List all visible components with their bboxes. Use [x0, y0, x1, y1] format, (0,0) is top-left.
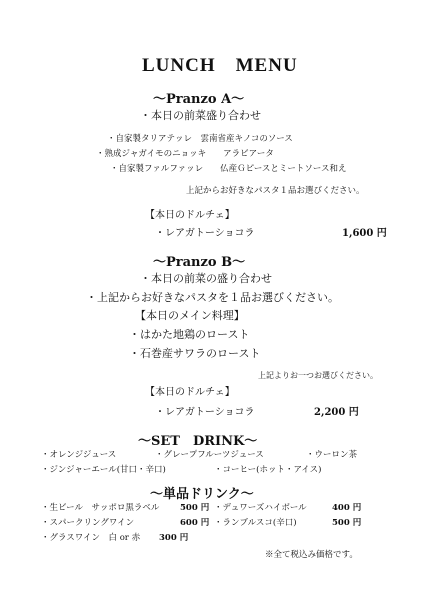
- set-drink-heading: ～SET DRINK～: [138, 434, 258, 449]
- single-drink-beer-price: 500 円: [180, 503, 210, 513]
- pranzo-a-dolce: ・レアガトーショコラ: [155, 228, 255, 239]
- set-drink-item-oolong: ・ウーロン茶: [306, 450, 358, 460]
- set-drink-item-coffee: ・コーヒー(ホット・アイス): [214, 465, 322, 475]
- pranzo-b-main-label: 【本日のメイン料理】: [135, 309, 245, 322]
- pranzo-a-pasta-3: ・自家製ファルファッレ 仏産Ｇピースとミートソース和え: [110, 164, 347, 174]
- single-drink-beer: ・生ビール サッポロ黒ラベル: [41, 503, 160, 513]
- pranzo-a-dolce-label: 【本日のドルチェ】: [145, 210, 235, 221]
- pranzo-b-appetizer: ・本日の前菜の盛り合わせ: [140, 272, 272, 285]
- pranzo-b-pasta: ・上記からお好きなパスタを１品お選びください。: [86, 291, 339, 304]
- single-drink-sparkling: ・スパークリングワイン: [41, 518, 135, 528]
- pranzo-b-dolce: ・レアガトーショコラ: [155, 407, 255, 418]
- pranzo-a-pasta-1: ・自家製タリアテッレ 雲南省産キノコのソース: [107, 134, 293, 144]
- tax-note: ※全て税込み価格です。: [265, 550, 358, 560]
- pranzo-b-main-2: ・石巻産サワラのロースト: [129, 347, 261, 360]
- menu-title: LUNCH MENU: [142, 55, 298, 76]
- single-drink-glass-wine: ・グラスワイン 白 or 赤: [41, 533, 141, 543]
- set-drink-item-ginger-ale: ・ジンジャーエール(甘口・辛口): [41, 465, 166, 475]
- single-drink-lambrusco-price: 500 円: [332, 518, 362, 528]
- pranzo-b-main-1: ・はかた地鶏のロースト: [129, 328, 250, 341]
- pranzo-b-main-note: 上記よりお一つお選びください。: [258, 371, 378, 380]
- pranzo-a-price: 1,600 円: [342, 228, 387, 239]
- single-drink-highball-price: 400 円: [332, 503, 362, 513]
- single-drink-sparkling-price: 600 円: [180, 518, 210, 528]
- pranzo-b-price: 2,200 円: [314, 407, 359, 418]
- pranzo-b-heading: ～Pranzo B～: [153, 255, 246, 270]
- single-drink-glass-wine-price: 300 円: [159, 533, 189, 543]
- set-drink-item-orange: ・オレンジジュース: [41, 450, 117, 460]
- pranzo-a-heading: ～Pranzo A～: [153, 92, 245, 107]
- single-drink-highball: ・デュワーズハイボール: [214, 503, 307, 513]
- single-drink-lambrusco: ・ランブルスコ(辛口): [214, 518, 297, 528]
- pranzo-b-dolce-label: 【本日のドルチェ】: [145, 387, 235, 398]
- pranzo-a-pasta-note: 上記からお好きなパスタ１品お選びください。: [186, 186, 365, 196]
- set-drink-item-grapefruit: ・グレープフルーツジュース: [155, 450, 264, 460]
- pranzo-a-pasta-2: ・熟成ジャガイモのニョッキ アラビアータ: [96, 149, 274, 159]
- single-drinks-heading: ～単品ドリンク～: [150, 487, 254, 502]
- pranzo-a-appetizer: ・本日の前菜盛り合わせ: [140, 109, 261, 122]
